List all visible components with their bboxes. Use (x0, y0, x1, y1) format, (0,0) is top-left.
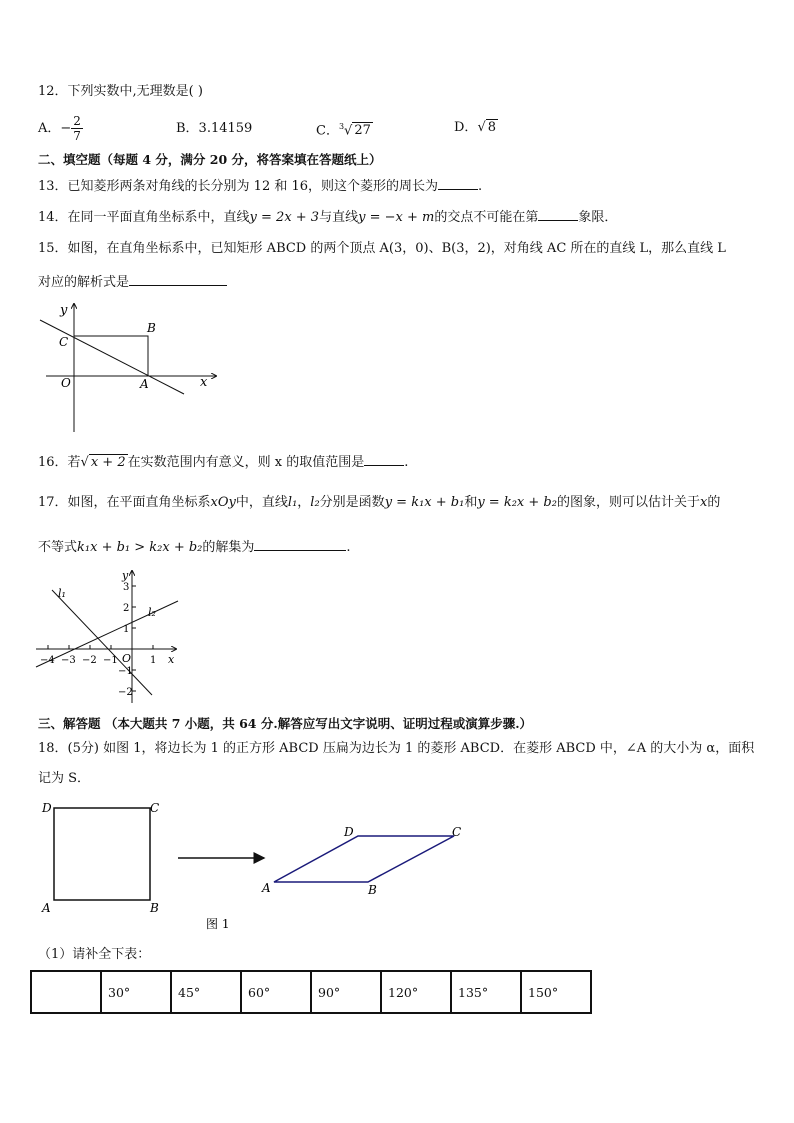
q13 (38, 177, 482, 195)
figure-q17 (30, 565, 180, 705)
vertex-d: D (344, 825, 354, 839)
q12-option-c: C．$^3$√ 27 (316, 122, 371, 139)
q14 (38, 208, 617, 226)
q16-end: . (404, 455, 409, 470)
origin-o: O (61, 376, 71, 390)
table-row (31, 971, 591, 1013)
figure-q15 (30, 300, 230, 440)
numerator: 2 (73, 114, 81, 128)
q12-stem: 12．下列实数中,无理数是( ) (38, 84, 203, 99)
x-tick-label: −3 (61, 655, 76, 666)
vertex-a: A (42, 901, 51, 915)
square-abcd (54, 808, 150, 900)
q17-line1 (38, 495, 720, 511)
section-2-heading: 二、填空题（每题 4 分，满分 20 分，将答案填在答题纸上） (38, 152, 382, 167)
q12-option-b: B．3.14159 (176, 121, 253, 136)
xoy: xOy (210, 495, 236, 510)
function-1: y = k₁x + b₁ (384, 495, 465, 510)
q18-line2: 记为 S． (38, 771, 91, 786)
q13-end: . (478, 179, 483, 194)
answer-blank[interactable] (438, 177, 478, 190)
table-cell: 60° (241, 971, 311, 1013)
line-l2-label: l₂ (310, 495, 320, 510)
radicand: 27 (354, 123, 371, 139)
q14-part1: 14．在同一平面直角坐标系中，直线 (38, 210, 250, 225)
q17-line2a: 不等式 (38, 540, 78, 555)
l2-label: l₂ (148, 606, 156, 619)
origin-o: O (122, 652, 132, 665)
angle-table (30, 970, 592, 1014)
q17-and: 和 (464, 495, 478, 510)
y-label: y (60, 303, 68, 318)
answer-blank[interactable] (254, 538, 346, 551)
l1-label: l₁ (58, 587, 66, 600)
x-tick-label: −1 (103, 655, 118, 666)
q17-part1: 17．如图，在平面直角坐标系 (38, 495, 211, 510)
q18-line1: 18．(5分) 如图 1，将边长为 1 的正方形 ABCD 压扁为边长为 1 的菱形 ABCD．在菱形 ABCD 中，∠A 的大小为 α，面积 (38, 741, 755, 756)
vertex-c: C (150, 801, 160, 815)
q16-part1: 16．若 (38, 455, 81, 470)
function-2: y = k₂x + b₂ (477, 495, 557, 510)
x-tick-label: −4 (40, 655, 55, 666)
line-l1 (52, 590, 152, 695)
section-3-heading: 三、解答题 （本大题共 7 小题，共 64 分.解答应写出文字说明、证明过程或演算步骤.） (38, 716, 533, 731)
point-c: C (59, 335, 69, 349)
equation-2: y = −x + m (358, 210, 435, 225)
option-a-label: A． (38, 121, 61, 136)
inequality: k₁x + b₁ > k₂x + b₂ (77, 540, 203, 555)
q12-option-d: D．√ 8 (454, 120, 497, 135)
answer-blank[interactable] (538, 208, 578, 221)
radicand: 8 (487, 120, 497, 135)
figure-caption: 图 1 (206, 917, 230, 931)
y-label: y (122, 569, 129, 582)
table-cell: 45° (171, 971, 241, 1013)
q17-part4: 的图象，则可以估计关于 (556, 495, 700, 510)
vertex-b: B (150, 901, 159, 915)
equation-1: y = 2x + 3 (249, 210, 320, 225)
point-a: A (140, 377, 149, 391)
q15-line1: 15．如图，在直角坐标系中，已知矩形 ABCD 的两个顶点 A(3，0)、B(3，2)，对角线 AC 所在的直线 L，那么直线 L (38, 241, 726, 256)
q15-line2 (38, 273, 227, 291)
q14-part3: 的交点不可能在第 (434, 210, 539, 225)
answer-blank[interactable] (364, 453, 404, 466)
vertex-c: C (452, 825, 462, 839)
rhombus-abcd (274, 836, 454, 882)
q16-part2: 在实数范围内有意义，则 x 的取值范围是 (127, 455, 365, 470)
table-cell[interactable] (31, 971, 101, 1013)
x-label: x (200, 375, 208, 390)
q17-part3: 分别是函数 (319, 495, 385, 510)
vertex-a: A (262, 881, 271, 895)
table-cell: 135° (451, 971, 521, 1013)
figure-q18 (34, 796, 494, 936)
y-tick-label: 2 (123, 603, 130, 614)
table-cell: 90° (311, 971, 381, 1013)
vertex-b: B (368, 883, 377, 897)
table-cell: 30° (101, 971, 171, 1013)
denominator: 7 (73, 129, 81, 143)
q17-part5: 的 (707, 495, 721, 510)
table-cell: 150° (521, 971, 591, 1013)
q16: 16．若√ x + 2 在实数范围内有意义，则 x 的取值范围是 . (38, 455, 409, 470)
q17-end: . (346, 540, 351, 555)
q17-part2: 中，直线 (235, 495, 288, 510)
separator: ， (297, 495, 311, 510)
q17-line2 (38, 538, 351, 556)
radicand: x + 2 (90, 455, 126, 470)
q14-part2: 与直线 (319, 210, 359, 225)
y-tick-label: 1 (123, 624, 130, 635)
answer-blank[interactable] (129, 273, 227, 286)
y-tick-label: −2 (118, 687, 133, 698)
line-l1-label: l₁ (287, 495, 298, 510)
q15-line2-text: 对应的解析式是 (38, 275, 130, 290)
x-tick-label: 1 (150, 655, 157, 666)
y-tick-label: −1 (118, 666, 133, 677)
table-cell: 120° (381, 971, 451, 1013)
q18-part1: （1）请补全下表： (38, 947, 151, 962)
option-d-label: D． (454, 120, 478, 135)
vertex-d: D (42, 801, 52, 815)
x-label: x (168, 653, 175, 666)
q13-text: 13．已知菱形两条对角线的长分别为 12 和 16，则这个菱形的周长为 (38, 179, 439, 194)
variable-x: x (699, 495, 708, 510)
q17-line2b: 的解集为 (202, 540, 255, 555)
q12-option-a: A．− $\frac{2}{7}$ (38, 114, 81, 143)
fraction (71, 114, 83, 143)
option-c-label: C． (316, 123, 339, 139)
y-tick-label: 3 (123, 582, 130, 593)
q14-part4: 象限． (578, 210, 618, 225)
root-index: 3 (338, 122, 345, 131)
x-tick-label: −2 (82, 655, 97, 666)
point-b: B (147, 321, 156, 335)
